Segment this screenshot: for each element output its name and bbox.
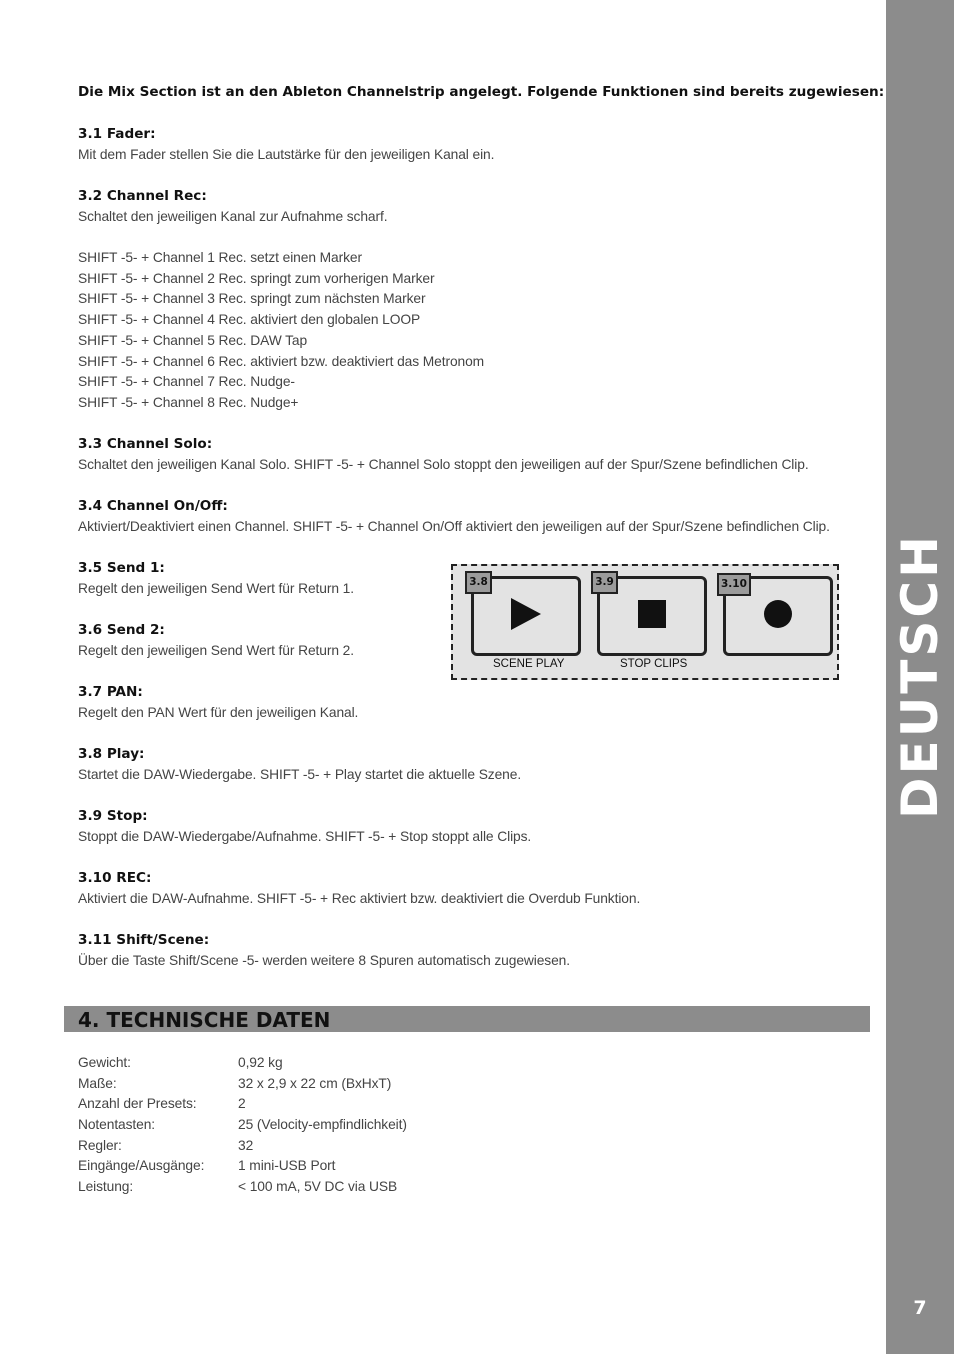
section-text: Aktiviert/Deaktiviert einen Channel. SHIFT -5- + Channel On/Off aktiviert den jeweiligen auf der Spur/Szene befindlichen Clip.: [78, 519, 830, 534]
spec-value: 0,92 kg: [238, 1055, 283, 1070]
stop-icon: [638, 600, 666, 632]
spec-key: Gewicht:: [78, 1055, 131, 1070]
list-item: SHIFT -5- + Channel 2 Rec. springt zum vorherigen Marker: [78, 270, 435, 286]
section-text: Regelt den PAN Wert für den jeweiligen Kanal.: [78, 705, 359, 720]
section-heading: 3.1 Fader:: [78, 126, 156, 142]
spec-value: 25 (Velocity-empfindlichkeit): [238, 1117, 407, 1133]
spec-value: < 100 mA, 5V DC via USB: [238, 1179, 398, 1195]
section-text: Startet die DAW-Wiedergabe. SHIFT -5- + Play startet die aktuelle Szene.: [78, 767, 522, 782]
list-item: SHIFT -5- + Channel 6 Rec. aktiviert bzw. deaktiviert das Metronom: [78, 353, 485, 369]
section-heading: 3.6 Send 2:: [78, 622, 165, 638]
section-heading: 3.11 Shift/Scene:: [78, 932, 210, 948]
section-text: Schaltet den jeweiligen Kanal zur Aufnahme scharf.: [78, 209, 388, 224]
section-fader: [78, 124, 494, 166]
callout-tag: 3.8: [465, 571, 492, 594]
spec-key: Leistung:: [78, 1179, 134, 1195]
section-heading: 3.8 Play:: [78, 746, 145, 762]
section-text: Regelt den jeweiligen Send Wert für Return 1.: [78, 581, 354, 596]
section-heading: 3.10 REC:: [78, 870, 152, 886]
section-channel-rec: [78, 186, 387, 228]
section-shift-scene: [78, 930, 570, 972]
transport-buttons-diagram: [451, 564, 839, 680]
play-icon: [511, 598, 541, 634]
spec-value: 1 mini-USB Port: [238, 1158, 336, 1174]
section-text: Schaltet den jeweiligen Kanal Solo. SHIFT -5- + Channel Solo stoppt den jeweiligen auf der Spur/Szene befindlichen Clip.: [78, 457, 809, 472]
spec-key: Notentasten:: [78, 1117, 156, 1133]
list-item: SHIFT -5- + Channel 8 Rec. Nudge+: [78, 394, 299, 410]
section-heading: 3.4 Channel On/Off:: [78, 498, 228, 514]
spec-value: 32: [238, 1137, 254, 1153]
intro-text: Die Mix Section ist an den Ableton Channelstrip angelegt. Folgende Funktionen sind bereits zugewiesen:: [78, 84, 885, 100]
callout-tag: 3.9: [591, 571, 618, 594]
list-item: SHIFT -5- + Channel 1 Rec. setzt einen Marker: [78, 250, 362, 265]
list-item: SHIFT -5- + Channel 4 Rec. aktiviert den globalen LOOP: [78, 312, 421, 328]
section-stop: [78, 806, 531, 848]
language-side-band: [886, 0, 954, 1354]
section-text: Stoppt die DAW-Wiedergabe/Aufnahme. SHIFT -5- + Stop stoppt alle Clips.: [78, 829, 532, 844]
spec-key: Maße:: [78, 1075, 117, 1091]
section-rec: [78, 868, 640, 910]
section-text: Regelt den jeweiligen Send Wert für Return 2.: [78, 643, 354, 658]
button-label: SCENE PLAY: [493, 658, 565, 670]
section-channel-on-off: [78, 496, 830, 538]
section-title: 4. TECHNISCHE DATEN: [78, 1008, 331, 1032]
callout-tag: 3.10: [717, 573, 751, 596]
section-send-1: [78, 558, 354, 600]
section-text: Mit dem Fader stellen Sie die Lautstärke für den jeweiligen Kanal ein.: [78, 147, 495, 162]
section-channel-solo: [78, 434, 809, 476]
section-text: Aktiviert die DAW-Aufnahme. SHIFT -5- + Rec aktiviert bzw. deaktiviert die Overdub Funktion.: [78, 891, 641, 906]
button-label: STOP CLIPS: [620, 658, 688, 670]
section-send-2: [78, 620, 354, 662]
spec-key: Anzahl der Presets:: [78, 1096, 197, 1112]
spec-key: Regler:: [78, 1137, 122, 1153]
spec-value: 32 x 2,9 x 22 cm (BxHxT): [238, 1075, 392, 1091]
page-number: 7: [913, 1297, 927, 1319]
section-header-bar: [64, 1006, 870, 1032]
section-heading: 3.5 Send 1:: [78, 560, 165, 576]
list-item: SHIFT -5- + Channel 5 Rec. DAW Tap: [78, 332, 308, 348]
record-icon: [763, 599, 793, 633]
shift-command-list: [78, 248, 484, 414]
list-item: SHIFT -5- + Channel 3 Rec. springt zum nächsten Marker: [78, 291, 426, 307]
section-play: [78, 744, 521, 786]
spec-value: 2: [238, 1096, 246, 1112]
section-heading: 3.9 Stop:: [78, 808, 148, 824]
language-label: DEUTSCH: [891, 533, 949, 819]
section-heading: 3.7 PAN:: [78, 684, 143, 700]
spec-key: Eingänge/Ausgänge:: [78, 1158, 205, 1174]
section-heading: 3.3 Channel Solo:: [78, 436, 213, 452]
section-text: Über die Taste Shift/Scene -5- werden weitere 8 Spuren automatisch zugewiesen.: [78, 953, 570, 968]
list-item: SHIFT -5- + Channel 7 Rec. Nudge-: [78, 374, 295, 390]
section-pan: [78, 682, 358, 724]
section-heading: 3.2 Channel Rec:: [78, 188, 207, 204]
